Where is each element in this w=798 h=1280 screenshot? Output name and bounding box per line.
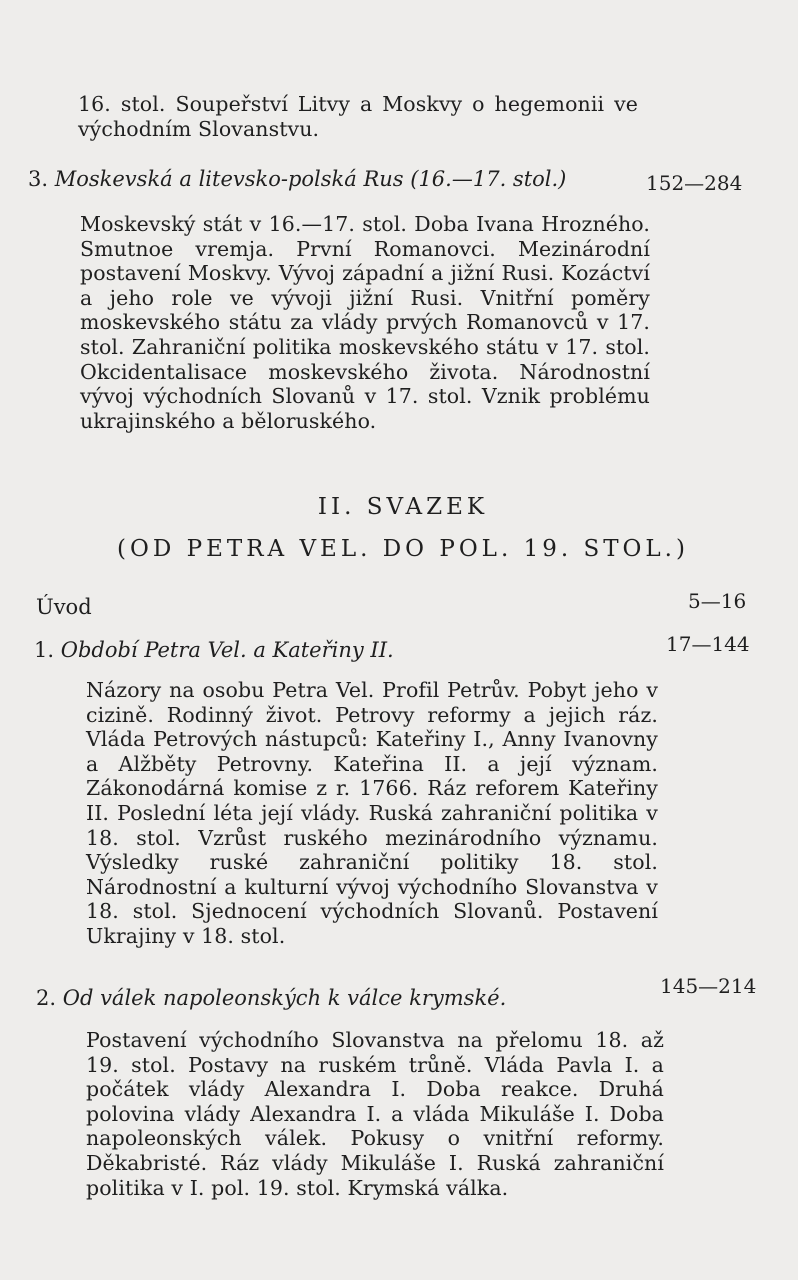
chapter-1-entry <box>34 637 394 663</box>
chapter-3-entry <box>28 166 566 192</box>
chapter-3-pages: 152—284 <box>646 171 743 195</box>
chapter-1-summary: Názory na osobu Petra Vel. Profil Petrův. Pobyt jeho v cizině. Rodinný život. Petrovy reformy a jejich ráz. Vláda Petrových nástupců: Kateřiny I., Anny Ivanovny a Alžběty Petrovny. Kateřina II. a její význam. Zákonodárná komise z r. 1766. Ráz reforem Kateřiny II. Poslední léta její vlády. Ruská zahraniční politika v 18. stol. Vzrůst ruského mezinárodního významu. Výsledky ruské zahraniční politiky 18. stol. Národnostní a kulturní vývoj východního Slovanstva v 18. stol. Sjednocení východních Slovanů. Postavení Ukrajiny v 18. stol. <box>86 678 658 948</box>
chapter-2-summary: Postavení východního Slovanstva na přelomu 18. až 19. stol. Postavy na ruském trůně. Vláda Pavla I. a počátek vlády Alexandra I. Doba reakce. Druhá polovina vlády Alexandra I. a vláda Mikuláše I. Doba napoleonských válek. Pokusy o vnitřní reformy. Děkabristé. Ráz vlády Mikuláše I. Ruská zahraniční politika v I. pol. 19. stol. Krymská válka. <box>86 1028 664 1200</box>
chapter-3-summary: Moskevský stát v 16.—17. stol. Doba Ivana Hrozného. Smutnoe vremja. První Romanovci. Mezinárodní postavení Moskvy. Vývoj západní a jižní Rusi. Kozáctví a jeho role ve vývoji jižní Rusi. Vnitřní poměry moskevského státu za vlády prvých Romanovců v 17. stol. Zahraniční politika moskevského státu v 17. stol. Okcidentalisace moskevského života. Národnostní vývoj východních Slovanů v 17. stol. Vznik problému ukrajinského a běloruského. <box>80 212 650 433</box>
chapter-2-title: Od válek napoleonských k válce krymské. <box>62 986 507 1010</box>
intro-entry-title: Úvod <box>36 595 92 619</box>
chapter-1-number: 1. <box>34 638 55 662</box>
intro-pages: 5—16 <box>688 589 747 613</box>
chapter-2-entry <box>36 985 506 1011</box>
volume-heading: II. SVAZEK <box>317 494 489 520</box>
chapter-3-title: Moskevská a litevsko-polská Rus (16.—17. stol.) <box>54 167 567 191</box>
continued-summary-paragraph: 16. stol. Soupeřství Litvy a Moskvy o hegemonii ve východním Slovanstvu. <box>78 92 638 141</box>
volume-subheading: (OD PETRA VEL. DO POL. 19. STOL.) <box>117 536 689 562</box>
chapter-1-title: Období Petra Vel. a Kateřiny II. <box>60 638 394 662</box>
chapter-2-pages: 145—214 <box>660 974 757 998</box>
chapter-2-number: 2. <box>36 986 57 1010</box>
chapter-1-pages: 17—144 <box>666 632 750 656</box>
chapter-3-number: 3. <box>28 167 49 191</box>
